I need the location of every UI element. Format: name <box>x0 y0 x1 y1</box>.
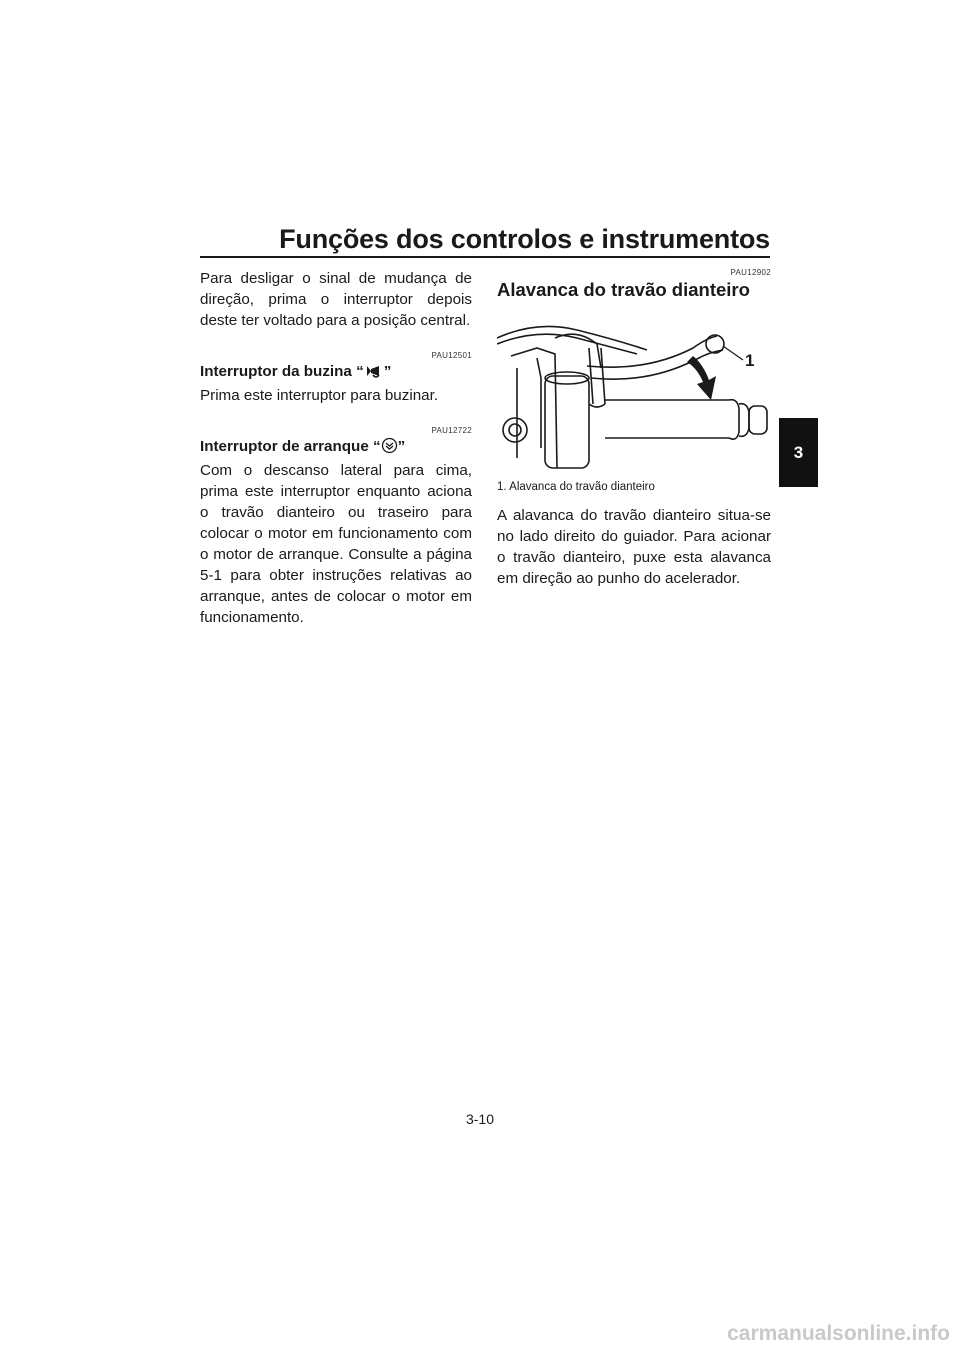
callout-1: 1 <box>745 351 755 370</box>
section-title: Alavanca do travão dianteiro <box>497 279 750 300</box>
brake-code: PAU12902 <box>730 268 771 277</box>
left-column <box>200 268 472 628</box>
start-code: PAU12722 <box>431 426 472 435</box>
page-number: 3-10 <box>465 1111 495 1127</box>
horn-icon <box>364 363 384 385</box>
start-heading-suffix: ” <box>397 438 406 455</box>
intro-paragraph: Para desligar o sinal de mudança de direção, prima o interruptor depois deste ter voltado para a posição central. <box>200 270 472 329</box>
horn-heading-suffix: ” <box>383 363 392 380</box>
title-rule <box>200 256 770 258</box>
chapter-tab: 3 <box>779 418 818 487</box>
brake-body: A alavanca do travão dianteiro situa-se no lado direito do guiador. Para acionar o travão dianteiro, puxe esta alavanca em direção ao punho do acelerador. <box>497 507 771 587</box>
horn-heading-prefix: Interruptor da buzina “ <box>200 363 364 380</box>
start-icon <box>381 437 398 460</box>
down-arrow-icon <box>687 356 716 400</box>
figure-caption: 1. Alavanca do travão dianteiro <box>497 481 655 493</box>
start-heading <box>200 436 472 460</box>
horn-code: PAU12501 <box>431 351 472 360</box>
start-body: Com o descanso lateral para cima, prima este interruptor enquanto aciona o travão dianteiro ou traseiro para colocar o motor em funcionamento com o motor de arranque. Consulte a página 5-1 para obter instruções relativas ao arranque, antes de colocar o motor em funcionamento. <box>200 462 472 626</box>
right-column <box>497 268 771 589</box>
brake-lever-figure <box>497 308 771 470</box>
brake-lever-illustration <box>497 308 771 470</box>
start-heading-prefix: Interruptor de arranque “ <box>200 438 381 455</box>
horn-heading <box>200 361 472 385</box>
page-title: Funções dos controlos e instrumentos <box>279 224 770 254</box>
watermark: carmanualsonline.info <box>727 1322 950 1345</box>
horn-body: Prima este interruptor para buzinar. <box>200 387 439 404</box>
